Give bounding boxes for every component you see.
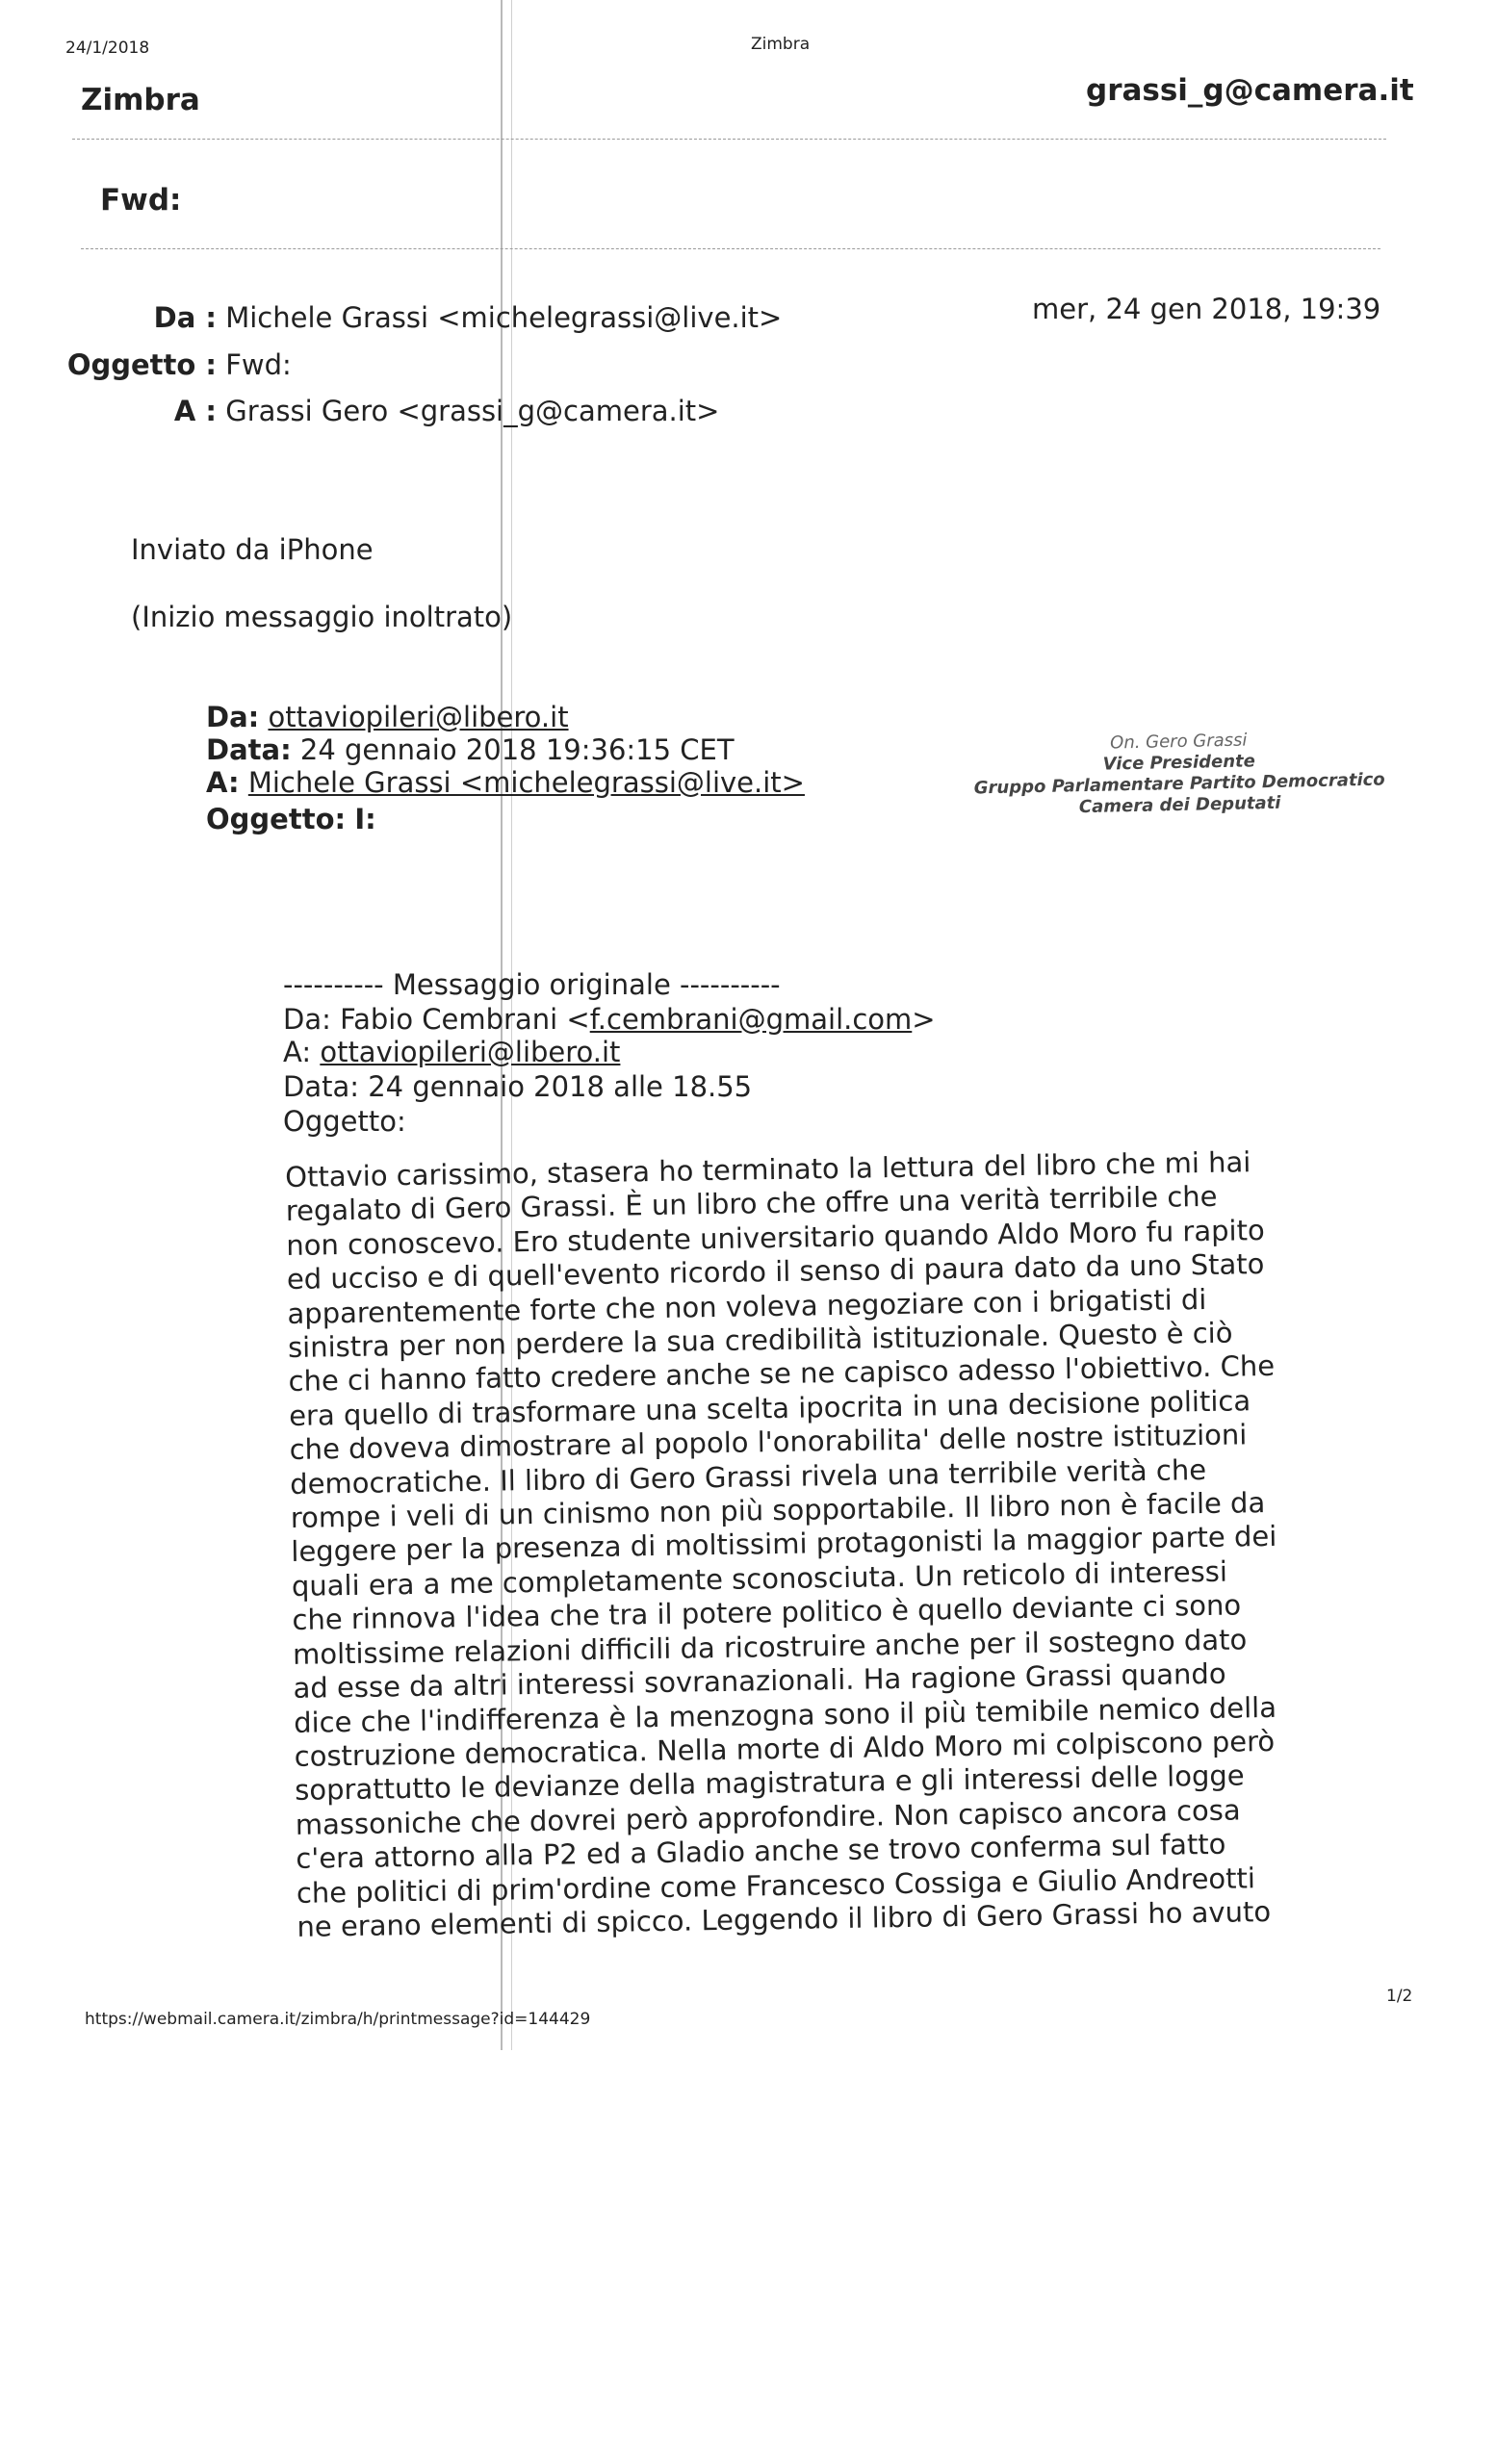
body-line: moltissime relazioni difficili da ricostruire anche per il sostegno dato (292, 1623, 1248, 1671)
footer-url[interactable]: https://webmail.camera.it/zimbra/h/printmessage?id=144429 (85, 2010, 591, 2029)
body-line: apparentemente forte che non voleva negoziare con i brigatisti di (287, 1282, 1207, 1330)
original-subject: Oggetto: (283, 1105, 406, 1138)
fwd-to-value[interactable]: Michele Grassi <michelegrassi@live.it> (247, 766, 805, 799)
body-line: massoniche che dovrei però approfondire. Non capisco ancora cosa (295, 1793, 1241, 1841)
original-to-prefix: A: (283, 1036, 321, 1068)
stamp-line: Gruppo Parlamentare Partito Democratico (973, 769, 1385, 799)
fwd-from-label: Da: (206, 701, 260, 733)
page-number: 1/2 (1386, 1987, 1413, 2006)
email-subject: Fwd: (100, 183, 182, 218)
fwd-date-label: Data: (206, 733, 292, 766)
original-from-suffix: > (912, 1003, 936, 1036)
body-line: dice che l'indifferenza è la menzogna sono il più temibile nemico della (293, 1690, 1277, 1739)
body-line: che politici di prim'ordine come Francesco Cossiga e Giulio Andreotti (296, 1861, 1256, 1910)
body-line: ed ucciso e di quell'evento ricordo il senso di paura dato da uno Stato (286, 1247, 1265, 1296)
to-label: A : (173, 395, 217, 427)
body-line: era quello di trasformare una scelta ipocrita in una decisione politica (288, 1384, 1251, 1432)
sent-from-iphone: Inviato da iPhone (131, 533, 374, 566)
original-from-prefix: Da: Fabio Cembrani < (283, 1003, 590, 1036)
body-line: costruzione democratica. Nella morte di Aldo Moro mi colpiscono però (294, 1724, 1276, 1773)
body-line: rompe i veli di un cinismo non più sopportabile. Il libro non è facile da (290, 1486, 1266, 1535)
body-line: ad esse da altri interessi sovranazionali. Ha ragione Grassi quando (293, 1656, 1226, 1706)
stamp-line: Vice Presidente (1102, 751, 1256, 775)
to-value[interactable]: Grassi Gero <grassi_g@camera.it> (225, 395, 720, 427)
message-body (285, 1145, 1277, 1945)
print-app-title: Zimbra (751, 35, 811, 54)
body-line: soprattutto le devianze della magistratura e gli interessi delle logge (295, 1758, 1245, 1808)
original-from-row (283, 1003, 936, 1036)
fwd-subject-row (206, 803, 376, 835)
body-line: Ottavio carissimo, stasera ho terminato la lettura del libro che mi hai (285, 1145, 1251, 1194)
print-date: 24/1/2018 (65, 38, 150, 58)
body-line: sinistra per non perdere la sua credibilità istituzionale. Questo è ciò (287, 1316, 1233, 1365)
official-stamp (952, 727, 1406, 821)
fwd-subject-label: Oggetto: (206, 803, 347, 835)
stamp-line: On. Gero Grassi (1109, 730, 1248, 754)
body-line: che rinnova l'idea che tra il potere politico è quello deviante ci sono (292, 1588, 1242, 1637)
fwd-from-row (206, 701, 569, 733)
body-line: leggere per la presenza di moltissimi protagonisti la maggior parte dei (291, 1520, 1277, 1569)
body-line: non conoscevo. Ero studente universitario quando Aldo Moro fu rapito (286, 1213, 1265, 1262)
account-email: grassi_g@camera.it (1086, 73, 1414, 108)
divider (81, 248, 1380, 249)
original-to-email[interactable]: ottaviopileri@libero.it (320, 1036, 621, 1068)
body-line: quali era a me completamente sconosciuta. Un reticolo di interessi (291, 1554, 1228, 1603)
body-line: c'era attorno alla P2 ed a Gladio anche se trovo conferma sul fatto (296, 1827, 1226, 1876)
fwd-date-row (206, 733, 735, 766)
original-to-row (283, 1036, 620, 1068)
from-value[interactable]: Michele Grassi <michelegrassi@live.it> (225, 301, 783, 334)
original-separator: ---------- Messaggio originale ---------- (283, 968, 781, 1001)
fwd-from-email[interactable]: ottaviopileri@libero.it (268, 701, 569, 733)
to-row (0, 395, 719, 427)
body-line: che doveva dimostrare al popolo l'onorabilita' delle nostre istituzioni (289, 1418, 1248, 1467)
fwd-to-label: A: (206, 766, 240, 799)
body-line: democratiche. Il libro di Gero Grassi rivela una terribile verità che (290, 1452, 1207, 1501)
sent-date: mer, 24 gen 2018, 19:39 (1032, 293, 1381, 325)
subject-label: Oggetto : (66, 348, 217, 381)
body-line: che ci hanno fatto credere anche se ne capisco adesso l'obiettivo. Che (288, 1349, 1276, 1399)
subject-value: Fwd: (225, 348, 292, 381)
original-from-email[interactable]: f.cembrani@gmail.com (589, 1003, 913, 1036)
from-label: Da : (153, 301, 217, 334)
fwd-subject-value: I: (354, 803, 376, 835)
original-date: Data: 24 gennaio 2018 alle 18.55 (283, 1070, 753, 1103)
stamp-line: Camera dei Deputati (1078, 792, 1281, 818)
fwd-to-row (206, 766, 805, 799)
forward-start: (Inizio messaggio inoltrato) (131, 601, 513, 633)
app-brand: Zimbra (81, 83, 200, 117)
body-line: ne erano elementi di spicco. Leggendo il libro di Gero Grassi ho avuto (297, 1894, 1272, 1943)
subject-row (0, 348, 292, 381)
fwd-date-value: 24 gennaio 2018 19:36:15 CET (299, 733, 735, 766)
from-row (0, 301, 782, 334)
body-line: regalato di Gero Grassi. È un libro che offre una verità terribile che (285, 1180, 1218, 1228)
divider (72, 139, 1386, 140)
